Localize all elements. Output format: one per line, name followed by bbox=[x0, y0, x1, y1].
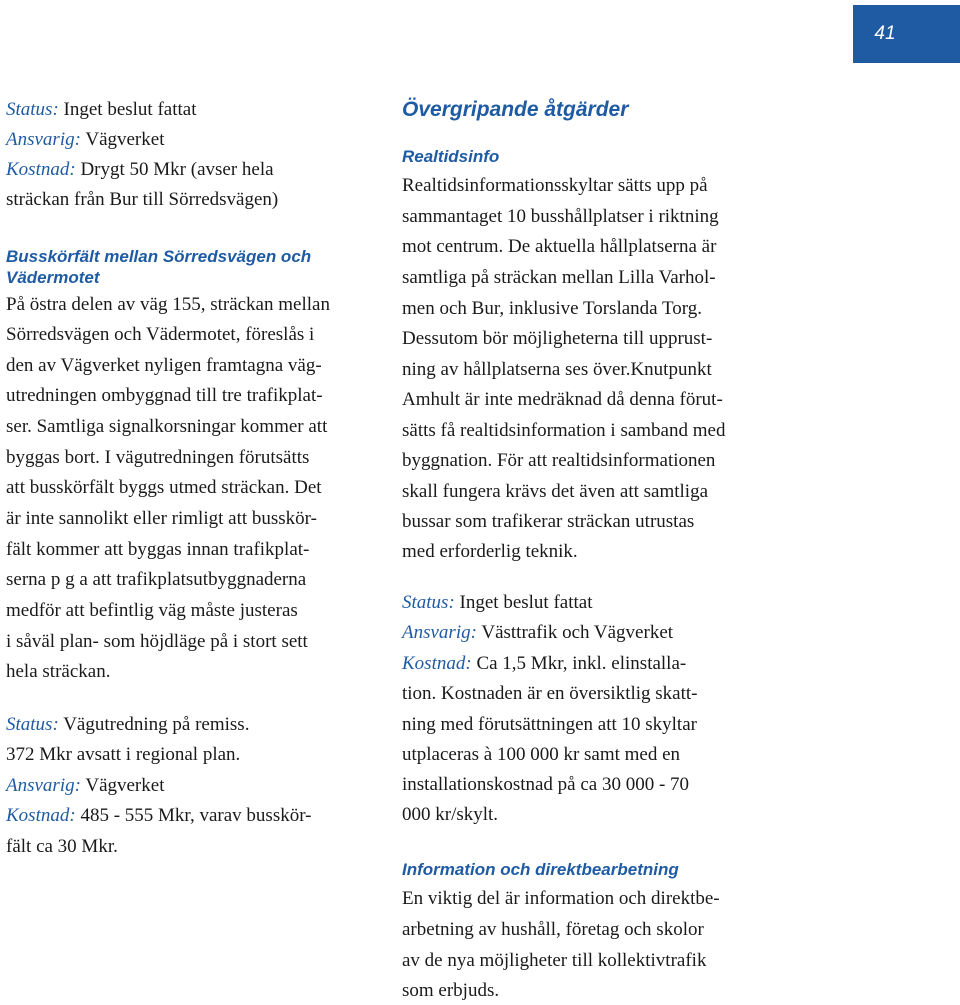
sub-heading-information: Information och direktbearbetning bbox=[402, 860, 679, 879]
kostnad-continuation: fält ca 30 Mkr. bbox=[6, 836, 118, 857]
status-label: Status: bbox=[6, 99, 59, 120]
body-line: serna p g a att trafikplatsutbyggnaderna bbox=[6, 569, 307, 590]
kostnad-line-1 bbox=[6, 157, 274, 183]
body-line: med erforderlig teknik. bbox=[402, 541, 578, 562]
body-line: som erbjuds. bbox=[402, 980, 500, 1001]
kostnad-continuation: installationskostnad på ca 30 000 - 70 bbox=[402, 774, 690, 795]
body-line: Realtidsinformationsskyltar sätts upp på bbox=[402, 175, 708, 196]
status-label: Status: bbox=[402, 592, 455, 613]
kostnad-line bbox=[402, 651, 686, 677]
kostnad-label: Kostnad: bbox=[402, 653, 472, 674]
body-line: i såväl plan- som höjdläge på i stort sett bbox=[6, 631, 308, 652]
section-heading: Busskörfält mellan Sörredsvägen och bbox=[6, 247, 312, 266]
status-label: Status: bbox=[6, 714, 59, 735]
body-line: fält kommer att byggas innan trafikplat- bbox=[6, 539, 310, 560]
main-heading: Övergripande åtgärder bbox=[402, 98, 629, 121]
body-line: skall fungera krävs det även att samtliga bbox=[402, 481, 709, 502]
body-line: byggas bort. I vägutredningen förutsätts bbox=[6, 447, 310, 468]
kostnad-continuation: tion. Kostnaden är en översiktlig skatt- bbox=[402, 683, 698, 704]
ansvarig-value: Vägverket bbox=[80, 129, 165, 150]
body-line: av de nya möjligheter till kollektivtrafik bbox=[402, 950, 707, 971]
body-line: utredningen ombyggnad till tre trafikplat- bbox=[6, 385, 323, 406]
ansvarig-line-1 bbox=[6, 127, 164, 153]
kostnad-line-2 bbox=[6, 803, 311, 829]
body-line: medför att befintlig väg måste justeras bbox=[6, 600, 298, 621]
body-line: sätts få realtidsinformation i samband med bbox=[402, 420, 726, 441]
status-value: Inget beslut fattat bbox=[58, 99, 197, 120]
body-line: den av Vägverket nyligen framtagna väg- bbox=[6, 355, 322, 376]
section-heading-cont: Vädermotet bbox=[6, 268, 100, 287]
status-value: Vägutredning på remiss. bbox=[58, 714, 250, 735]
ansvarig-value: Vägverket bbox=[80, 775, 165, 796]
ansvarig-label: Ansvarig: bbox=[6, 129, 81, 150]
body-line: arbetning av hushåll, företag och skolor bbox=[402, 919, 704, 940]
ansvarig-line-2 bbox=[6, 773, 164, 799]
kostnad-continuation: 000 kr/skylt. bbox=[402, 804, 499, 825]
status-line-1 bbox=[6, 97, 197, 123]
kostnad-value: Ca 1,5 Mkr, inkl. elinstalla- bbox=[471, 653, 687, 674]
ansvarig-line bbox=[402, 620, 673, 646]
kostnad-continuation: utplaceras à 100 000 kr samt med en bbox=[402, 744, 681, 765]
status-line-2 bbox=[6, 712, 249, 738]
kostnad-label: Kostnad: bbox=[6, 805, 76, 826]
body-line: Sörredsvägen och Vädermotet, föreslås i bbox=[6, 324, 315, 345]
body-line: hela sträckan. bbox=[6, 661, 111, 682]
body-line: En viktig del är information och direktbe- bbox=[402, 888, 720, 909]
ansvarig-label: Ansvarig: bbox=[6, 775, 81, 796]
body-line: På östra delen av väg 155, sträckan mellan bbox=[6, 294, 330, 315]
body-line: byggnation. För att realtidsinformationen bbox=[402, 450, 716, 471]
body-line: men och Bur, inklusive Torslanda Torg. bbox=[402, 298, 703, 319]
body-line: mot centrum. De aktuella hållplatserna är bbox=[402, 236, 717, 257]
sub-heading-realtidsinfo: Realtidsinfo bbox=[402, 147, 500, 166]
page-number: 41 bbox=[874, 23, 896, 44]
body-line: samtliga på sträckan mellan Lilla Varhol- bbox=[402, 267, 716, 288]
ansvarig-value: Västtrafik och Vägverket bbox=[476, 622, 674, 643]
body-line: Amhult är inte medräknad då denna förut- bbox=[402, 389, 723, 410]
body-line: ser. Samtliga signalkorsningar kommer att bbox=[6, 416, 328, 437]
body-line: sammantaget 10 busshållplatser i riktning bbox=[402, 206, 719, 227]
body-line: är inte sannolikt eller rimligt att busskör- bbox=[6, 508, 317, 529]
kostnad-continuation: ning med förutsättningen att 10 skyltar bbox=[402, 714, 697, 735]
ansvarig-label: Ansvarig: bbox=[402, 622, 477, 643]
kostnad-value: 485 - 555 Mkr, varav busskör- bbox=[75, 805, 312, 826]
status-continuation: 372 Mkr avsatt i regional plan. bbox=[6, 744, 241, 765]
body-line: att busskörfält byggs utmed sträckan. Det bbox=[6, 477, 322, 498]
kostnad-value: Drygt 50 Mkr (avser hela bbox=[75, 159, 274, 180]
body-line: bussar som trafikerar sträckan utrustas bbox=[402, 511, 695, 532]
status-value: Inget beslut fattat bbox=[454, 592, 593, 613]
body-line: ning av hållplatserna ses över.Knutpunkt bbox=[402, 359, 712, 380]
status-line bbox=[402, 590, 593, 616]
body-line: Dessutom bör möjligheterna till upprust- bbox=[402, 328, 713, 349]
kostnad-continuation: sträckan från Bur till Sörredsvägen) bbox=[6, 189, 279, 210]
kostnad-label: Kostnad: bbox=[6, 159, 76, 180]
